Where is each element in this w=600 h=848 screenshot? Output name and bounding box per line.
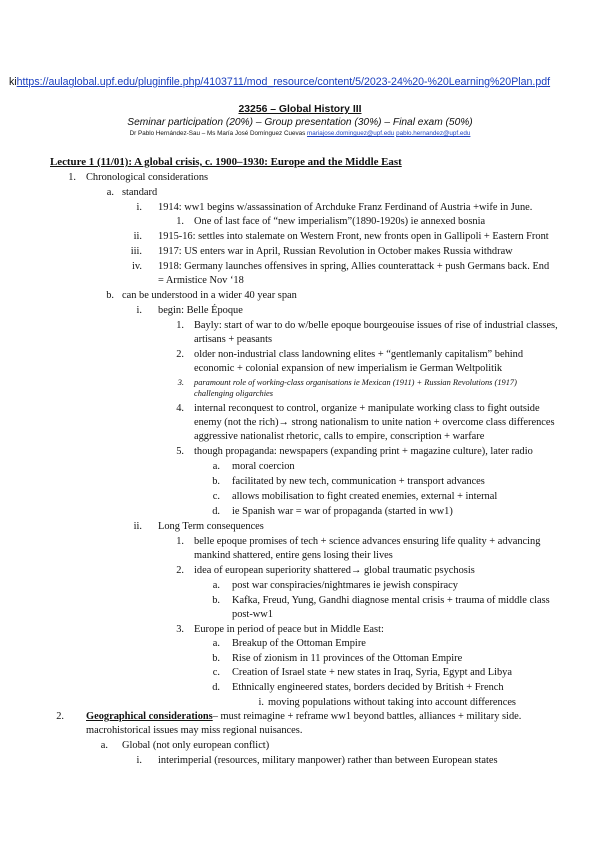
list-marker: 1. [176, 216, 184, 227]
list-marker: ii. [133, 521, 142, 532]
list-marker: a. [212, 461, 220, 472]
list-marker: b. [212, 476, 220, 487]
list-item: Rise of zionism in 11 provinces of the Ottoman Empire [232, 653, 463, 664]
list-marker: 1. [176, 536, 184, 547]
list-marker: i. [136, 202, 142, 213]
list-marker: 1. [68, 172, 76, 183]
list-item: idea of european superiority shattered→ global traumatic psychosis [194, 565, 475, 576]
list-marker: 3. [177, 378, 184, 387]
list-marker: a. [100, 740, 108, 751]
list-item: Europe in period of peace but in Middle East: [194, 624, 384, 635]
list-marker: i. [258, 697, 264, 708]
list-item: ie Spanish war = war of propaganda (started in ww1) [232, 506, 453, 517]
list-marker: ii. [133, 231, 142, 242]
email-link-mariajose[interactable]: mariajose.dominguez@upf.edu [307, 130, 395, 137]
email-link-pablo[interactable]: pablo.hernandez@upf.edu [396, 130, 471, 137]
course-title: 23256 – Global History III [238, 104, 362, 115]
list-marker: b. [212, 595, 220, 606]
list-item: post war conspiracies/nightmares ie jewish conspiracy [232, 580, 458, 591]
list-item: moving populations without taking into account differences [268, 697, 516, 708]
list-marker: 5. [176, 446, 184, 457]
list-marker: iii. [130, 246, 142, 257]
section-intro: – must reimagine + reframe ww1 beyond battles, alliances + military side. [212, 711, 522, 722]
list-marker: i. [136, 755, 142, 766]
list-item: though propaganda: newspapers (expanding print + magazine culture), later radio [194, 446, 533, 457]
url-line [9, 76, 550, 88]
list-item-continued: enemy (not the rich)→ strong nationalism to unite nation + overcome class differences [194, 417, 555, 428]
learning-plan-link[interactable]: https://aulaglobal.upf.edu/pluginfile.php/4103711/mod_resource/content/5/2023-24%20-%20Learning%20Plan.pdf [16, 76, 551, 88]
list-item: moral coercion [232, 461, 295, 472]
list-marker: b. [106, 290, 114, 301]
instructors-line [0, 130, 600, 137]
list-item: Bayly: start of war to do w/belle epoque bourgeouise issues of rise of industrial classes, [194, 320, 558, 331]
list-item: Breakup of the Ottoman Empire [232, 638, 366, 649]
url-prefix: ki [9, 76, 17, 88]
list-item: belle epoque promises of tech + science advances ensuring life quality + advancing [194, 536, 541, 547]
list-item: paramount role of working-class organisations ie Mexican (1911) + Russian Revolutions (1917) [194, 378, 517, 387]
list-item: Ethnically engineered states, borders decided by British + French [232, 682, 504, 693]
grading-breakdown: Seminar participation (20%) – Group presentation (30%) – Final exam (50%) [127, 117, 473, 128]
list-item: internal reconquest to control, organize + manipulate working class to fight outside [194, 403, 540, 414]
list-item-continued: mankind shattered, entire gens losing their lives [194, 550, 393, 561]
list-marker: d. [212, 506, 220, 517]
list-item: 1914: ww1 begins w/assassination of Archduke Franz Ferdinand of Austria +wife in June. [158, 202, 533, 213]
list-item: Kafka, Freud, Yung, Gandhi diagnose mental crisis + trauma of middle class [232, 595, 550, 606]
list-marker: iv. [131, 261, 142, 272]
list-item: Global (not only european conflict) [122, 740, 270, 751]
list-marker: 4. [176, 403, 184, 414]
list-marker: 2. [176, 565, 184, 576]
section-heading: Chronological considerations [86, 172, 209, 183]
list-marker: d. [212, 682, 220, 693]
list-item: can be understood in a wider 40 year span [122, 290, 297, 301]
lecture-title: Lecture 1 (11/01): A global crisis, c. 1900–1930: Europe and the Middle East [50, 156, 402, 168]
section-heading [86, 711, 521, 723]
list-item-continued: challenging oligarchies [194, 389, 274, 398]
list-item: Long Term consequences [158, 521, 264, 532]
list-item: facilitated by new tech, communication + transport advances [232, 476, 485, 487]
list-item-continued: artisans + peasants [194, 334, 272, 345]
list-item: allows mobilisation to fight created enemies, external + internal [232, 491, 498, 502]
list-marker: i. [136, 305, 142, 316]
list-item: begin: Belle Époque [158, 305, 243, 316]
list-item: 1918: Germany launches offensives in spring, Allies counterattack + push Germans back. End [158, 261, 550, 272]
list-marker: 3. [176, 624, 184, 635]
list-item: One of last face of “new imperialism”(1890-1920s) ie annexed bosnia [194, 216, 486, 227]
list-marker: c. [212, 491, 220, 502]
instructor-names: Dr Pablo Hernández-Sau – Ms María José Domínguez Cuevas [129, 130, 308, 137]
list-marker: a. [212, 580, 220, 591]
list-marker: a. [106, 187, 114, 198]
list-item-continued: post-ww1 [232, 609, 273, 620]
list-item-continued: economic + colonial expansion of new imperialism ie German Weltpolitik [194, 363, 503, 374]
section-title: Geographical considerations [86, 711, 213, 722]
list-marker: a. [212, 638, 220, 649]
list-marker: 1. [176, 320, 184, 331]
list-item: standard [122, 187, 158, 198]
list-marker: c. [212, 667, 220, 678]
list-marker: 2. [56, 711, 64, 722]
list-item: 1917: US enters war in April, Russian Revolution in October makes Russia withdraw [158, 246, 513, 257]
list-item-continued: aggressive nationalist rhetoric, calls to empire, conscription + warfare [194, 431, 485, 442]
list-item-continued: macrohistorical issues may miss regional nuisances. [86, 725, 303, 736]
list-marker: b. [212, 653, 220, 664]
list-item: interimperial (resources, military manpower) rather than between European states [158, 755, 498, 766]
list-item: older non-industrial class landowning elites + “gentlemanly capitalism” behind [194, 349, 524, 360]
list-item: Creation of Israel state + new states in Iraq, Syria, Egypt and Libya [232, 667, 512, 678]
list-item-continued: = Armistice Nov ‘18 [158, 275, 244, 286]
list-item: 1915-16: settles into stalemate on Western Front, new fronts open in Gallipoli + Eastern Front [158, 231, 549, 242]
list-marker: 2. [176, 349, 184, 360]
